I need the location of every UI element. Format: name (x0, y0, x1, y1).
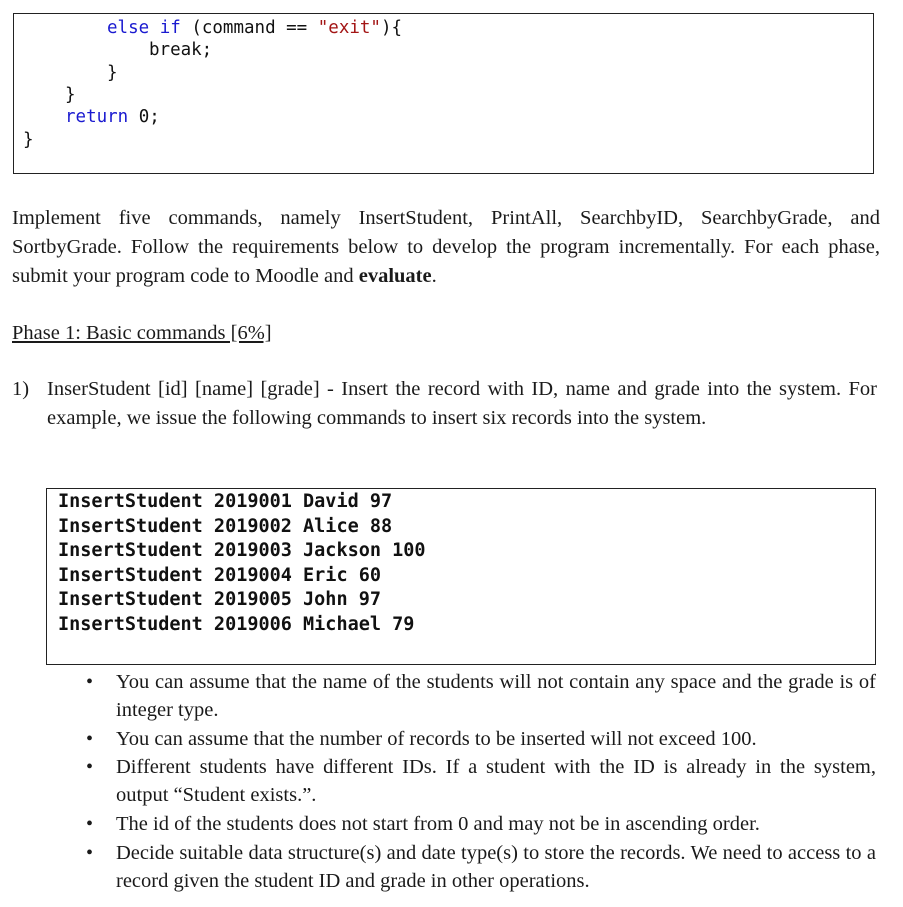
code-line-break: break; (149, 40, 213, 60)
command-line: InsertStudent 2019005 John 97 (58, 589, 382, 610)
bullet-item: Different students have different IDs. If a student with the ID is already in the system, output “Student exists.”. (116, 756, 876, 806)
code-snippet-box (13, 13, 874, 174)
command-line: InsertStudent 2019003 Jackson 100 (58, 540, 426, 561)
intro-paragraph: Implement five commands, namely InsertStudent, PrintAll, SearchbyID, SearchbyGrade, and SortbyGrade. Follow the requirements below to develop the program incrementally. For each phase, submit your program code to Moodle and evaluate. (12, 207, 880, 287)
code-line-return: return 0; (65, 107, 160, 127)
bullet-icon: • (86, 728, 94, 750)
command-line: InsertStudent 2019006 Michael 79 (58, 614, 415, 635)
phase-heading: Phase 1: Basic commands [6%] (12, 322, 272, 344)
bullet-icon: • (86, 813, 94, 835)
bullet-icon: • (86, 671, 94, 693)
command-line: InsertStudent 2019002 Alice 88 (58, 516, 393, 537)
bullet-item: You can assume that the name of the students will not contain any space and the grade is of integer type. (116, 671, 876, 721)
bullet-icon: • (86, 756, 94, 778)
command-line: InsertStudent 2019001 David 97 (58, 491, 393, 512)
bullet-icon: • (86, 842, 94, 864)
code-line-close-brace: } (23, 130, 34, 150)
bullet-item: The id of the students does not start from 0 and may not be in ascending order. (116, 813, 760, 835)
intro-bold-word: evaluate (358, 265, 432, 287)
bullet-item: Decide suitable data structure(s) and date type(s) to store the records. We need to access to a record given the student ID and grade in other operations. (116, 842, 876, 892)
commands-code-box (46, 488, 876, 665)
code-line-else-if: else if (command == "exit"){ (107, 18, 403, 38)
bullet-item: You can assume that the number of records to be inserted will not exceed 100. (116, 728, 757, 750)
command-line: InsertStudent 2019004 Eric 60 (58, 565, 382, 586)
code-line-close-brace: } (65, 85, 76, 105)
code-line-close-brace: } (107, 63, 118, 83)
item-number: 1) (12, 378, 30, 400)
item-description: InserStudent [id] [name] [grade] - Insert the record with ID, name and grade into the system. For example, we issue the following commands to insert six records into the system. (47, 378, 877, 429)
